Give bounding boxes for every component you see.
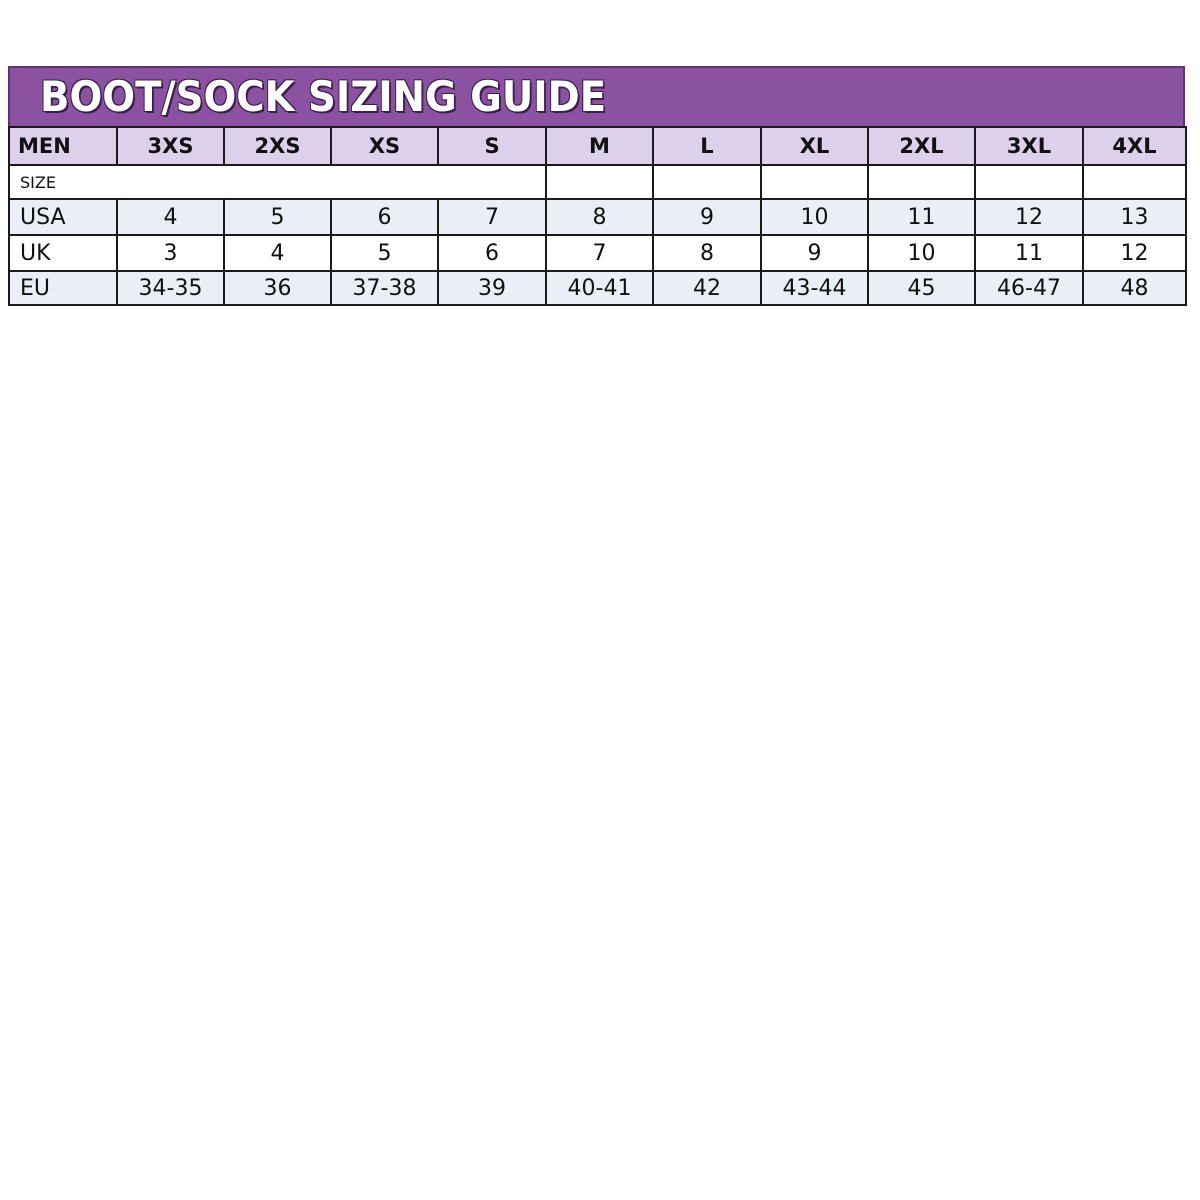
- empty-cell: [653, 165, 761, 199]
- table-cell: 7: [546, 235, 653, 271]
- page-title: BOOT/SOCK SIZING GUIDE: [40, 72, 607, 121]
- table-cell: 6: [331, 199, 438, 235]
- empty-cell: [975, 165, 1083, 199]
- table-cell: 13: [1083, 199, 1186, 235]
- row-label: USA: [9, 199, 117, 235]
- size-header-cell: XL: [761, 127, 868, 165]
- sizing-guide: [8, 66, 1185, 306]
- table-row-uk: [9, 235, 1186, 271]
- table-cell: 9: [653, 199, 761, 235]
- table-cell: 42: [653, 271, 761, 305]
- empty-cell: [761, 165, 868, 199]
- table-cell: 12: [1083, 235, 1186, 271]
- size-header-cell: 2XS: [224, 127, 331, 165]
- table-cell: 9: [761, 235, 868, 271]
- table-cell: 4: [117, 199, 224, 235]
- table-cell: 3: [117, 235, 224, 271]
- size-header-cell: S: [438, 127, 546, 165]
- table-cell: 40-41: [546, 271, 653, 305]
- size-header-cell: 3XL: [975, 127, 1083, 165]
- empty-cell: [1083, 165, 1186, 199]
- header-row: [9, 127, 1186, 165]
- size-header-cell: 2XL: [868, 127, 975, 165]
- empty-cell: [868, 165, 975, 199]
- table-cell: 36: [224, 271, 331, 305]
- table-cell: 4: [224, 235, 331, 271]
- table-cell: 48: [1083, 271, 1186, 305]
- table-cell: 45: [868, 271, 975, 305]
- table-cell: 10: [761, 199, 868, 235]
- table-cell: 39: [438, 271, 546, 305]
- table-cell: 5: [331, 235, 438, 271]
- table-cell: 8: [546, 199, 653, 235]
- table-cell: 7: [438, 199, 546, 235]
- size-header-cell: 3XS: [117, 127, 224, 165]
- row-label: UK: [9, 235, 117, 271]
- header-label-men: MEN: [9, 127, 117, 165]
- size-header-cell: L: [653, 127, 761, 165]
- table-cell: 43-44: [761, 271, 868, 305]
- table-cell: 11: [975, 235, 1083, 271]
- size-header-cell: 4XL: [1083, 127, 1186, 165]
- title-bar: [8, 66, 1185, 126]
- size-label: SIZE: [9, 165, 546, 199]
- table-cell: 12: [975, 199, 1083, 235]
- table-cell: 11: [868, 199, 975, 235]
- row-label: EU: [9, 271, 117, 305]
- table-cell: 5: [224, 199, 331, 235]
- table-cell: 37-38: [331, 271, 438, 305]
- size-header-cell: M: [546, 127, 653, 165]
- table-cell: 6: [438, 235, 546, 271]
- table-cell: 34-35: [117, 271, 224, 305]
- size-label-row: [9, 165, 1186, 199]
- table-row-eu: [9, 271, 1186, 305]
- empty-cell: [546, 165, 653, 199]
- size-header-cell: XS: [331, 127, 438, 165]
- size-table: [8, 126, 1187, 306]
- table-row-usa: [9, 199, 1186, 235]
- table-cell: 8: [653, 235, 761, 271]
- table-cell: 10: [868, 235, 975, 271]
- table-cell: 46-47: [975, 271, 1083, 305]
